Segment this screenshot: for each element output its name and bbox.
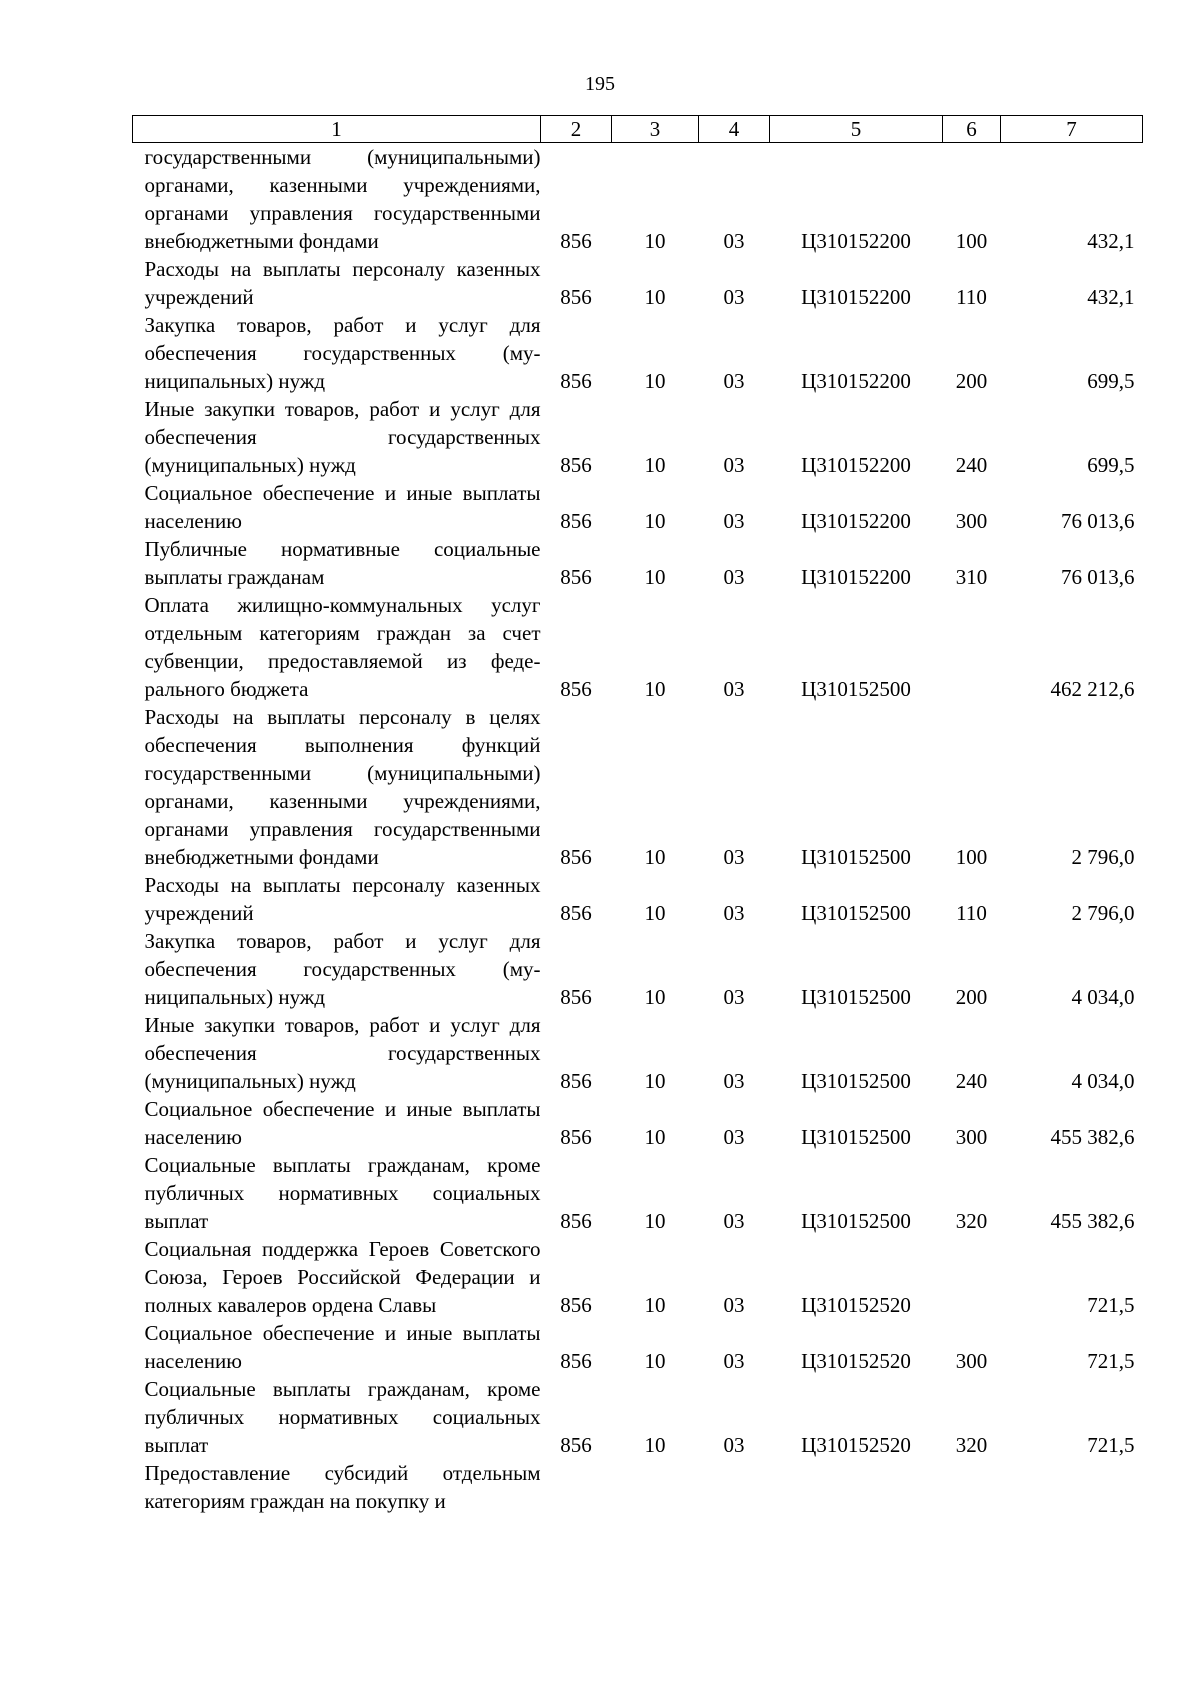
row-amount: 4 034,0: [1071, 1069, 1135, 1093]
row-name: Закупка товаров, работ и услуг для обеспечения государственных (муниципальных) нужд: [144, 313, 541, 393]
row-subsection: 03: [723, 369, 745, 393]
row-target-article: Ц310152200: [801, 565, 911, 589]
row-expense-type: 240: [955, 1069, 988, 1093]
row-section: 10: [644, 285, 666, 309]
row-amount: 699,5: [1087, 453, 1135, 477]
header-col-5: 5: [770, 116, 943, 143]
row-name: Расходы на выплаты персоналу в целях обеспечения выполнения функций государственными (муниципальными) органами, казенными учреждениями, органами управления государственными внебюджетными фондами: [144, 705, 541, 869]
table-row: [133, 479, 1143, 535]
row-admin-code: 856: [560, 1125, 592, 1149]
header-row: [133, 116, 1143, 143]
row-expense-type: 100: [955, 229, 988, 253]
row-name: Социальное обеспечение и иные выплаты населению: [144, 1097, 541, 1149]
row-admin-code: 856: [560, 1433, 592, 1457]
row-subsection: 03: [723, 1433, 745, 1457]
row-section: 10: [644, 1349, 666, 1373]
row-amount: 76 013,6: [1061, 565, 1135, 589]
row-amount: 721,5: [1087, 1293, 1135, 1317]
row-name: Социальные выплаты гражданам, кроме публичных нормативных социальных выплат: [144, 1377, 541, 1457]
row-amount: [1001, 1459, 1143, 1515]
row-section: 10: [644, 901, 666, 925]
row-section: 10: [644, 229, 666, 253]
header-col-1: 1: [133, 116, 541, 143]
budget-table: [132, 115, 1143, 1515]
header-col-6: 6: [943, 116, 1001, 143]
row-admin-code: 856: [560, 1349, 592, 1373]
row-section: [612, 1459, 699, 1515]
row-expense-type: 320: [955, 1433, 988, 1457]
row-subsection: 03: [723, 1209, 745, 1233]
table-row: [133, 591, 1143, 703]
row-target-article: Ц310152200: [801, 229, 911, 253]
row-expense-type: 200: [955, 985, 988, 1009]
row-admin-code: 856: [560, 453, 592, 477]
row-subsection: 03: [723, 565, 745, 589]
row-subsection: 03: [723, 229, 745, 253]
table-body: [133, 143, 1143, 1516]
row-expense-type: [943, 1459, 1001, 1515]
table-row: [133, 311, 1143, 395]
row-expense-type: 320: [955, 1209, 988, 1233]
row-admin-code: 856: [560, 1209, 592, 1233]
row-admin-code: 856: [560, 901, 592, 925]
row-expense-type: [943, 1235, 1001, 1319]
row-target-article: Ц310152500: [801, 677, 911, 701]
row-expense-type: 100: [955, 845, 988, 869]
table-row: [133, 143, 1143, 256]
header-col-7: 7: [1001, 116, 1143, 143]
row-admin-code: 856: [560, 285, 592, 309]
row-name: Иные закупки товаров, работ и услуг для обеспечения государственных (муниципальных) нужд: [144, 397, 541, 477]
row-expense-type: 300: [955, 1125, 988, 1149]
row-target-article: Ц310152500: [801, 1125, 911, 1149]
row-name: Иные закупки товаров, работ и услуг для обеспечения государственных (муниципальных) нужд: [144, 1013, 541, 1093]
row-admin-code: 856: [560, 369, 592, 393]
row-section: 10: [644, 1293, 666, 1317]
table-row: [133, 395, 1143, 479]
row-subsection: 03: [723, 1349, 745, 1373]
row-subsection: 03: [723, 901, 745, 925]
row-admin-code: 856: [560, 1069, 592, 1093]
row-subsection: [699, 1459, 770, 1515]
row-target-article: Ц310152520: [801, 1349, 911, 1373]
row-expense-type: 310: [955, 565, 988, 589]
row-subsection: 03: [723, 677, 745, 701]
row-target-article: Ц310152500: [801, 901, 911, 925]
header-col-4: 4: [699, 116, 770, 143]
row-target-article: Ц310152500: [801, 1069, 911, 1093]
row-admin-code: 856: [560, 509, 592, 533]
row-subsection: 03: [723, 1293, 745, 1317]
row-section: 10: [644, 1433, 666, 1457]
row-section: 10: [644, 369, 666, 393]
row-subsection: 03: [723, 1069, 745, 1093]
row-section: 10: [644, 453, 666, 477]
row-amount: 2 796,0: [1071, 845, 1135, 869]
row-name: Расходы на выплаты персоналу казенных учреждений: [144, 257, 541, 309]
table-row: [133, 703, 1143, 871]
row-target-article: Ц310152520: [801, 1293, 911, 1317]
row-expense-type: 300: [955, 1349, 988, 1373]
row-section: 10: [644, 565, 666, 589]
table-row: [133, 1011, 1143, 1095]
row-admin-code: 856: [560, 677, 592, 701]
row-expense-type: 200: [955, 369, 988, 393]
row-name: Публичные нормативные социальные выплаты гражданам: [144, 537, 541, 589]
row-name: Социальные выплаты гражданам, кроме публичных нормативных социальных выплат: [144, 1153, 541, 1233]
row-section: 10: [644, 1069, 666, 1093]
row-target-article: Ц310152200: [801, 509, 911, 533]
row-amount: 721,5: [1087, 1349, 1135, 1373]
row-name: Закупка товаров, работ и услуг для обеспечения государственных (муниципальных) нужд: [144, 929, 541, 1009]
row-target-article: Ц310152520: [801, 1433, 911, 1457]
row-name: Социальное обеспечение и иные выплаты населению: [144, 1321, 541, 1373]
row-target-article: Ц310152200: [801, 453, 911, 477]
row-name: Расходы на выплаты персоналу казенных учреждений: [144, 873, 541, 925]
row-section: 10: [644, 509, 666, 533]
header-col-2: 2: [541, 116, 612, 143]
row-subsection: 03: [723, 985, 745, 1009]
row-admin-code: 856: [560, 565, 592, 589]
row-section: 10: [644, 985, 666, 1009]
table-row: [133, 1319, 1143, 1375]
row-admin-code: [541, 1459, 612, 1515]
table-row: [133, 1375, 1143, 1459]
row-subsection: 03: [723, 509, 745, 533]
row-amount: 432,1: [1087, 229, 1135, 253]
row-subsection: 03: [723, 285, 745, 309]
row-amount: 721,5: [1087, 1433, 1135, 1457]
table-row: [133, 1095, 1143, 1151]
row-target-article: Ц310152500: [801, 985, 911, 1009]
table-row: [133, 1151, 1143, 1235]
row-amount: 455 382,6: [1050, 1125, 1135, 1149]
row-amount: 2 796,0: [1071, 901, 1135, 925]
row-target-article: Ц310152200: [801, 285, 911, 309]
row-admin-code: 856: [560, 985, 592, 1009]
row-expense-type: 240: [955, 453, 988, 477]
row-name: Социальная поддержка Героев Советского Союза, Героев Российской Федерации и полных кавалеров ордена Славы: [144, 1237, 541, 1317]
row-subsection: 03: [723, 845, 745, 869]
row-subsection: 03: [723, 1125, 745, 1149]
row-section: 10: [644, 1209, 666, 1233]
row-name: Оплата жилищно-коммунальных услуг отдельным категориям граждан за счет субвенции, предоставляемой из федерального бюджета: [144, 593, 541, 701]
row-target-article: Ц310152200: [801, 369, 911, 393]
row-amount: 4 034,0: [1071, 985, 1135, 1009]
row-name: государственными (муниципальными) органами, казенными учреждениями, органами управления государственными внебюджетными фондами: [144, 145, 541, 253]
row-expense-type: 110: [956, 285, 987, 309]
row-expense-type: [943, 591, 1001, 703]
row-name: Социальное обеспечение и иные выплаты населению: [144, 481, 541, 533]
row-target-article: [770, 1459, 943, 1515]
table-row: [133, 1235, 1143, 1319]
row-section: 10: [644, 1125, 666, 1149]
table-row: [133, 1459, 1143, 1515]
row-admin-code: 856: [560, 229, 592, 253]
row-subsection: 03: [723, 453, 745, 477]
row-section: 10: [644, 677, 666, 701]
header-col-3: 3: [612, 116, 699, 143]
row-admin-code: 856: [560, 845, 592, 869]
row-amount: 455 382,6: [1050, 1209, 1135, 1233]
table-row: [133, 255, 1143, 311]
row-name: Предоставление субсидий отдельным категориям граждан на покупку и: [144, 1461, 541, 1513]
row-amount: 432,1: [1087, 285, 1135, 309]
row-expense-type: 300: [955, 509, 988, 533]
row-amount: 76 013,6: [1061, 509, 1135, 533]
row-expense-type: 110: [956, 901, 987, 925]
row-amount: 699,5: [1087, 369, 1135, 393]
row-amount: 462 212,6: [1050, 677, 1135, 701]
table-row: [133, 535, 1143, 591]
page-number: 195: [585, 73, 615, 95]
table-header: [133, 116, 1143, 143]
table-row: [133, 927, 1143, 1011]
row-admin-code: 856: [560, 1293, 592, 1317]
row-target-article: Ц310152500: [801, 1209, 911, 1233]
row-target-article: Ц310152500: [801, 845, 911, 869]
row-section: 10: [644, 845, 666, 869]
table-row: [133, 871, 1143, 927]
